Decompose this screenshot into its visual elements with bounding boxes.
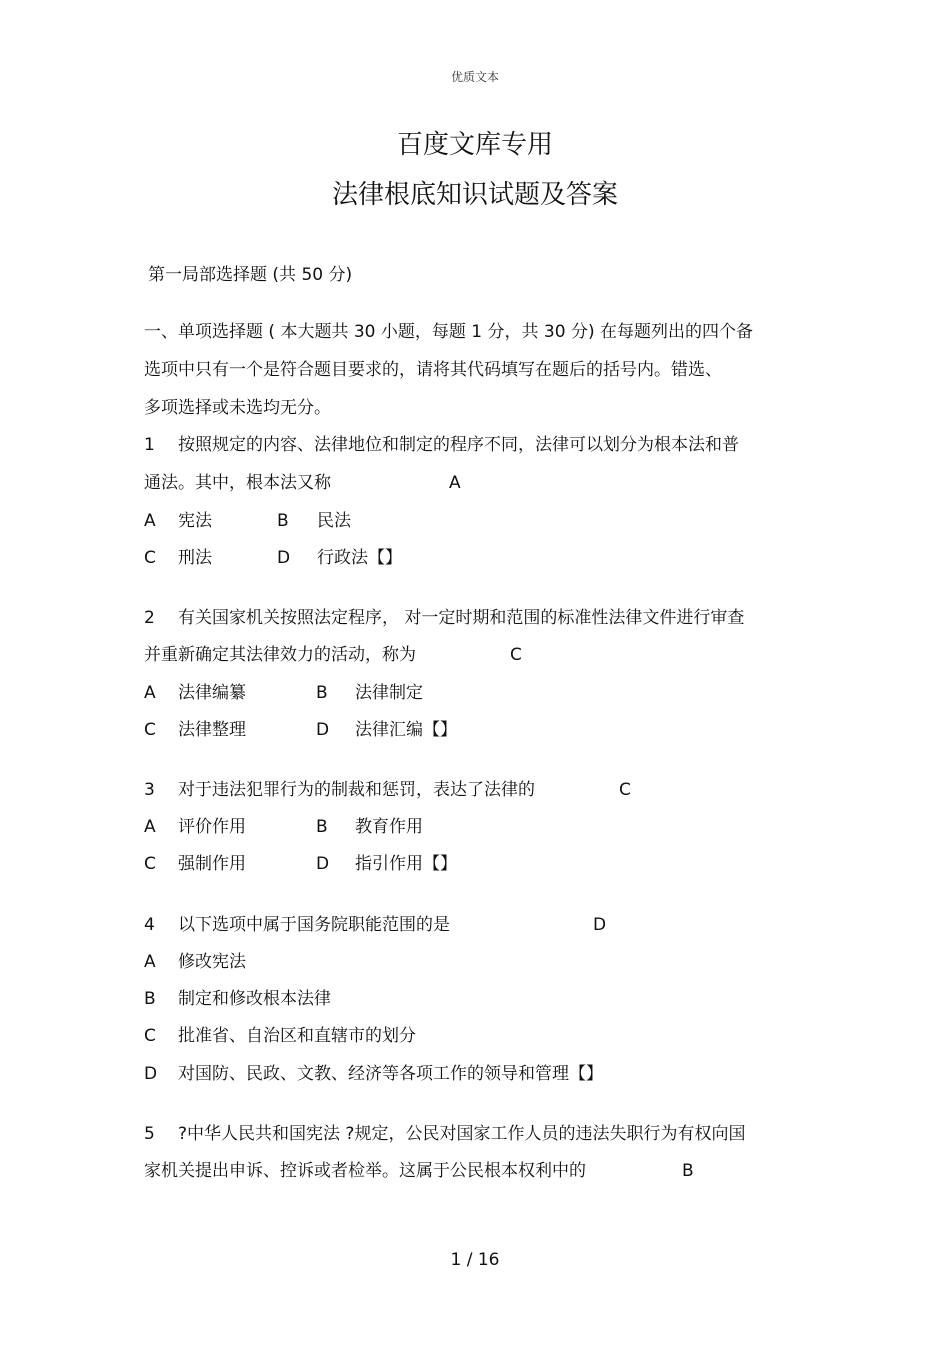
- q2-option-text: 法律制定: [355, 683, 423, 703]
- q4-option-key: B: [144, 989, 156, 1009]
- q3-number: 3: [144, 780, 155, 800]
- q2-option-key: D: [316, 720, 330, 740]
- q1-option-key: C: [144, 548, 156, 568]
- title-line-1: 百度文库专用: [396, 130, 553, 160]
- q1-text-line-1: 按照规定的内容、法律地位和制定的程序不同，法律可以划分为根本法和普: [178, 435, 739, 455]
- q4-text: 以下选项中属于国务院职能范围的是: [178, 915, 450, 935]
- q3-option-key: A: [144, 817, 156, 837]
- q3-option-text: 教育作用: [355, 817, 423, 837]
- q1-answer: A: [449, 473, 461, 493]
- q2-text-line-2: 并重新确定其法律效力的活动，称为: [144, 645, 416, 665]
- q2-option-key: A: [144, 683, 156, 703]
- q4-option-text: 修改宪法: [178, 952, 246, 972]
- q3-option-text: 评价作用: [178, 817, 246, 837]
- q4-option-text: 制定和修改根本法律: [178, 989, 331, 1009]
- q3-option-key: C: [144, 854, 156, 874]
- q1-number: 1: [144, 435, 155, 455]
- q3-option-text: 指引作用【】: [355, 854, 457, 874]
- q3-option-key: B: [316, 817, 328, 837]
- instructions-line-2: 选项中只有一个是符合题目要求的，请将其代码填写在题后的括号内。错选、: [144, 360, 722, 380]
- q4-option-key: A: [144, 952, 156, 972]
- q4-option-text: 批准省、自治区和直辖市的划分: [178, 1026, 416, 1046]
- q4-answer: D: [593, 915, 607, 935]
- q4-option-key: C: [144, 1026, 156, 1046]
- q1-option-text: 民法: [317, 511, 351, 531]
- q2-number: 2: [144, 608, 155, 628]
- q2-option-key: C: [144, 720, 156, 740]
- q1-option-text: 宪法: [178, 511, 212, 531]
- instructions-line-1: 一、单项选择题 ( 本大题共 30 小题，每题 1 分，共 30 分) 在每题列出的四个备: [144, 322, 753, 342]
- q4-option-text: 对国防、民政、文教、经济等各项工作的领导和管理【】: [178, 1064, 603, 1084]
- q3-option-key: D: [316, 854, 330, 874]
- page-number: 1 / 16: [450, 1250, 500, 1270]
- q5-answer: B: [682, 1161, 694, 1181]
- q1-option-key: A: [144, 511, 156, 531]
- q3-option-text: 强制作用: [178, 854, 246, 874]
- section-heading: 第一局部选择题 (共 50 分): [148, 265, 353, 285]
- q3-answer: C: [619, 780, 631, 800]
- q1-option-text: 刑法: [178, 548, 212, 568]
- q2-option-text: 法律编纂: [178, 683, 246, 703]
- instructions-line-3: 多项选择或未选均无分。: [144, 398, 331, 418]
- q4-option-key: D: [144, 1064, 158, 1084]
- q2-option-text: 法律汇编【】: [355, 720, 457, 740]
- q3-text: 对于违法犯罪行为的制裁和惩罚，表达了法律的: [178, 780, 535, 800]
- q2-answer: C: [510, 645, 522, 665]
- q1-text-line-2: 通法。其中，根本法又称: [144, 473, 331, 493]
- q2-text-line-1: 有关国家机关按照法定程序， 对一定时期和范围的标准性法律文件进行审查: [178, 608, 745, 628]
- title-line-2: 法律根底知识试题及答案: [331, 180, 618, 210]
- q4-number: 4: [144, 915, 155, 935]
- q1-option-key: B: [277, 511, 289, 531]
- page-header: 优质文本: [450, 70, 499, 84]
- q2-option-key: B: [316, 683, 328, 703]
- q5-text-line-1: ?中华人民共和国宪法 ?规定，公民对国家工作人员的违法失职行为有权向国: [178, 1124, 746, 1144]
- q5-text-line-2: 家机关提出申诉、控诉或者检举。这属于公民根本权利中的: [144, 1161, 586, 1181]
- q1-option-text: 行政法【】: [317, 548, 402, 568]
- q5-number: 5: [144, 1124, 155, 1144]
- q1-option-key: D: [277, 548, 291, 568]
- q2-option-text: 法律整理: [178, 720, 246, 740]
